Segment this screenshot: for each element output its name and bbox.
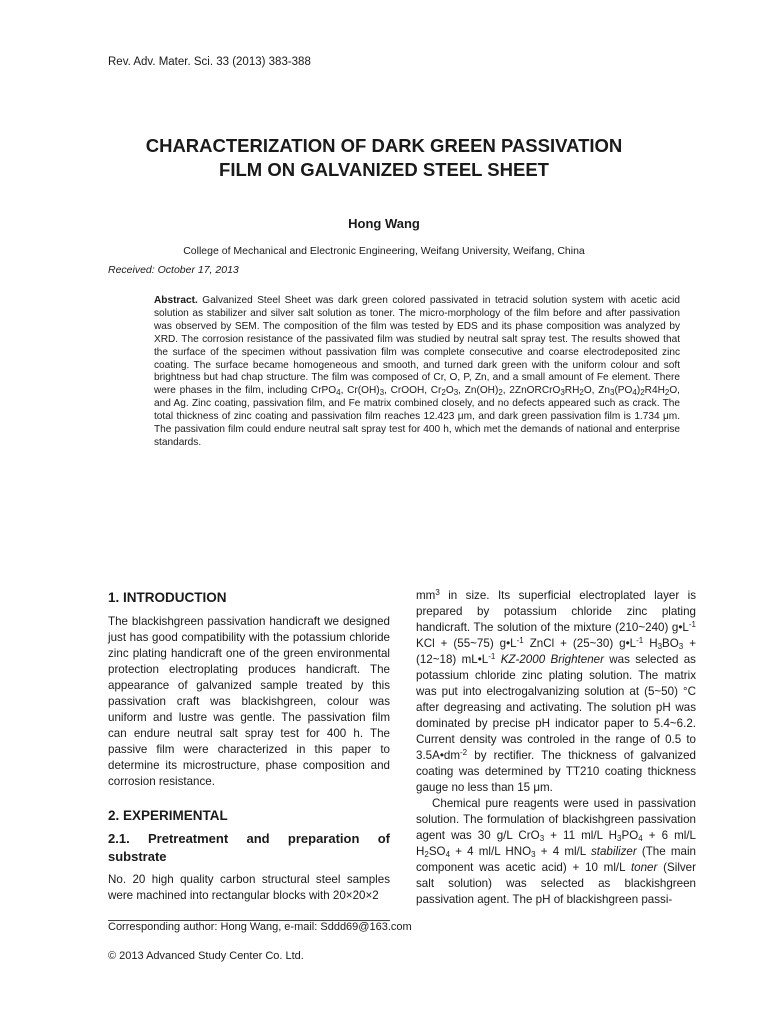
text: ZnCl + (25~30) g•L: [523, 637, 637, 650]
copyright-notice: © 2013 Advanced Study Center Co. Ltd.: [108, 950, 304, 962]
author-name: Hong Wang: [348, 216, 420, 231]
superscript: -1: [516, 636, 524, 645]
text: KCl + (55~75) g•L: [416, 637, 517, 650]
abstract-text: RH: [564, 385, 580, 397]
text: + 11 ml/L H: [544, 829, 618, 842]
abstract-text: , CrOOH, Cr: [384, 385, 442, 397]
text: + 4 ml/L: [535, 845, 591, 858]
subscript: 3: [539, 834, 545, 843]
text: H: [643, 637, 658, 650]
paper-title: [60, 134, 708, 182]
text: (Silver salt solution) was selected as blackishgreen passivation agent. The pH of blackishgreen passi-: [416, 861, 696, 906]
subsection-heading: 2.1. Pretreatment and preparation of substrate: [108, 831, 390, 864]
right-column: [416, 588, 696, 908]
subscript: 4: [638, 834, 643, 843]
abstract-text: ): [636, 385, 641, 397]
abstract-text: Galvanized Steel Sheet was dark green colored passivated in tetracid solution system with acetic acid solution as stabilizer and silver salt solution as toner. The micro-morphology of the film before and after passivation was observed by SEM. The composition of the film was tested by EDS and its phase composition was analyzed by XRD. The corrosion resistance of the passivated film was studied by neutral salt spray test. The results showed that the surface of the specimen without passivation film was complete consecutive and coarse electrodeposited zinc coating. The surface became homogeneous and smooth, and turned dark green with the uniform colour and soft brightness but had chap structure. The film was composed of Cr, O, P, Zn, and a small amount of Fe element. There were phases in the film, including CrPO: [154, 295, 680, 397]
text: by rectifier. The thickness of galvanized coating was determined by TT210 coating thickness gauge no less than 15 μm.: [416, 749, 696, 794]
italic-text: toner: [630, 861, 658, 874]
subscript: 3: [678, 642, 684, 651]
subscript: 3: [560, 388, 565, 398]
subscript: 2: [441, 388, 446, 398]
subscript: 2: [664, 388, 670, 398]
abstract-text: O: [445, 385, 454, 397]
subscript: 2: [498, 388, 503, 398]
introduction-paragraph: The blackishgreen passivation handicraft we designed just has good compatibility with the potassium chloride zinc plating handicraft one of the green environmental protection electroplating produces handicraft. The appearance of galvanized sample treated by this passivation craft was blackishgreen, colour was uniform and lustre was gentle. The passivation film can endure neutral salt spray test for 400 h. The passive film were characterized in this paper to determine its microstructure, phase composition and corrosion resistance.: [108, 615, 390, 788]
subscript: 3: [617, 834, 622, 843]
received-date: Received: October 17, 2013: [108, 264, 239, 276]
superscript: -1: [688, 620, 696, 629]
abstract-text: , Zn(OH): [458, 385, 499, 397]
subscript: 3: [379, 388, 385, 398]
superscript: -1: [636, 636, 644, 645]
text: SO: [428, 845, 446, 858]
superscript: 3: [435, 588, 440, 597]
right-paragraph-1: [416, 588, 696, 796]
subscript: 4: [632, 388, 637, 398]
text: was selected as potassium chloride zinc plating solution. The matrix was put into electrogalvanizing solution at (5~50) °C after degreasing and activating. The solution pH was dominated by precise pH indicator paper to 5.4~6.2. Current density was controled in the range of 0.5 to 3.5A•dm: [416, 653, 696, 762]
abstract-label: Abstract.: [154, 295, 198, 306]
abstract-text: O, Zn: [583, 385, 610, 397]
text: mm: [416, 589, 436, 602]
abstract-text: , Cr(OH): [340, 385, 380, 397]
subscript: 3: [657, 642, 663, 651]
subscript: 4: [445, 850, 451, 859]
corresponding-author-footnote: Corresponding author: Hong Wang, e-mail: Sddd69@163.com: [108, 921, 412, 933]
right-paragraph-2: [416, 796, 696, 908]
affiliation: College of Mechanical and Electronic Engineering, Weifang University, Weifang, China: [183, 245, 585, 257]
abstract-text: R4H: [644, 385, 665, 397]
text: + (12~18) mL•L: [416, 637, 696, 666]
text: BO: [662, 637, 679, 650]
text: Chemical pure reagents were used in passivation solution. The formulation of blackishgreen passivation agent was 30 g/L CrO: [416, 797, 696, 842]
abstract-text: O, and Ag. Zinc coating, passivation film, and Fe matrix combined closely, and no defects appeared such as crack. The total thickness of zinc coating and passivation film reaches 12.423 μm, and dark green passivation film is 1.734 μm. The passivation film could endure neutral salt spray test for 400 h, which met the demands of national and enterprise standards.: [154, 385, 680, 448]
left-column: [108, 590, 390, 904]
italic-text: stabilizer: [590, 845, 637, 858]
section-heading-introduction: 1. INTRODUCTION: [108, 590, 227, 605]
subscript: 2: [640, 388, 645, 398]
journal-reference: Rev. Adv. Mater. Sci. 33 (2013) 383-388: [108, 56, 311, 68]
superscript: -2: [460, 748, 468, 757]
text: + 4 ml/L HNO: [450, 845, 532, 858]
superscript: -1: [488, 652, 496, 661]
experimental-paragraph: No. 20 high quality carbon structural steel samples were machined into rectangular blocks with 20×20×2: [108, 873, 390, 902]
abstract-text: (PO: [614, 385, 633, 397]
abstract: [154, 295, 680, 450]
subscript: 4: [336, 388, 341, 398]
subscript: 2: [424, 850, 429, 859]
text: + 6 ml/L H: [416, 829, 696, 858]
subscript: 2: [579, 388, 584, 398]
subscript: 3: [453, 388, 459, 398]
text: (The main component was acetic acid) + 10 ml/L: [416, 845, 696, 874]
subscript: 3: [609, 388, 615, 398]
title-line-1: CHARACTERIZATION OF DARK GREEN PASSIVATION: [145, 135, 623, 156]
text: in size. Its superficial electroplated layer is prepared by potassium chloride zinc plating handicraft. The solution of the mixture (210~240) g•L: [416, 589, 696, 634]
title-line-2: FILM ON GALVANIZED STEEL SHEET: [219, 159, 549, 180]
subscript: 3: [531, 850, 536, 859]
text: PO: [621, 829, 639, 842]
abstract-text: , 2ZnORCrO: [502, 385, 561, 397]
italic-text: KZ-2000 Brightener: [500, 653, 604, 666]
section-heading-experimental: 2. EXPERIMENTAL: [108, 808, 228, 823]
